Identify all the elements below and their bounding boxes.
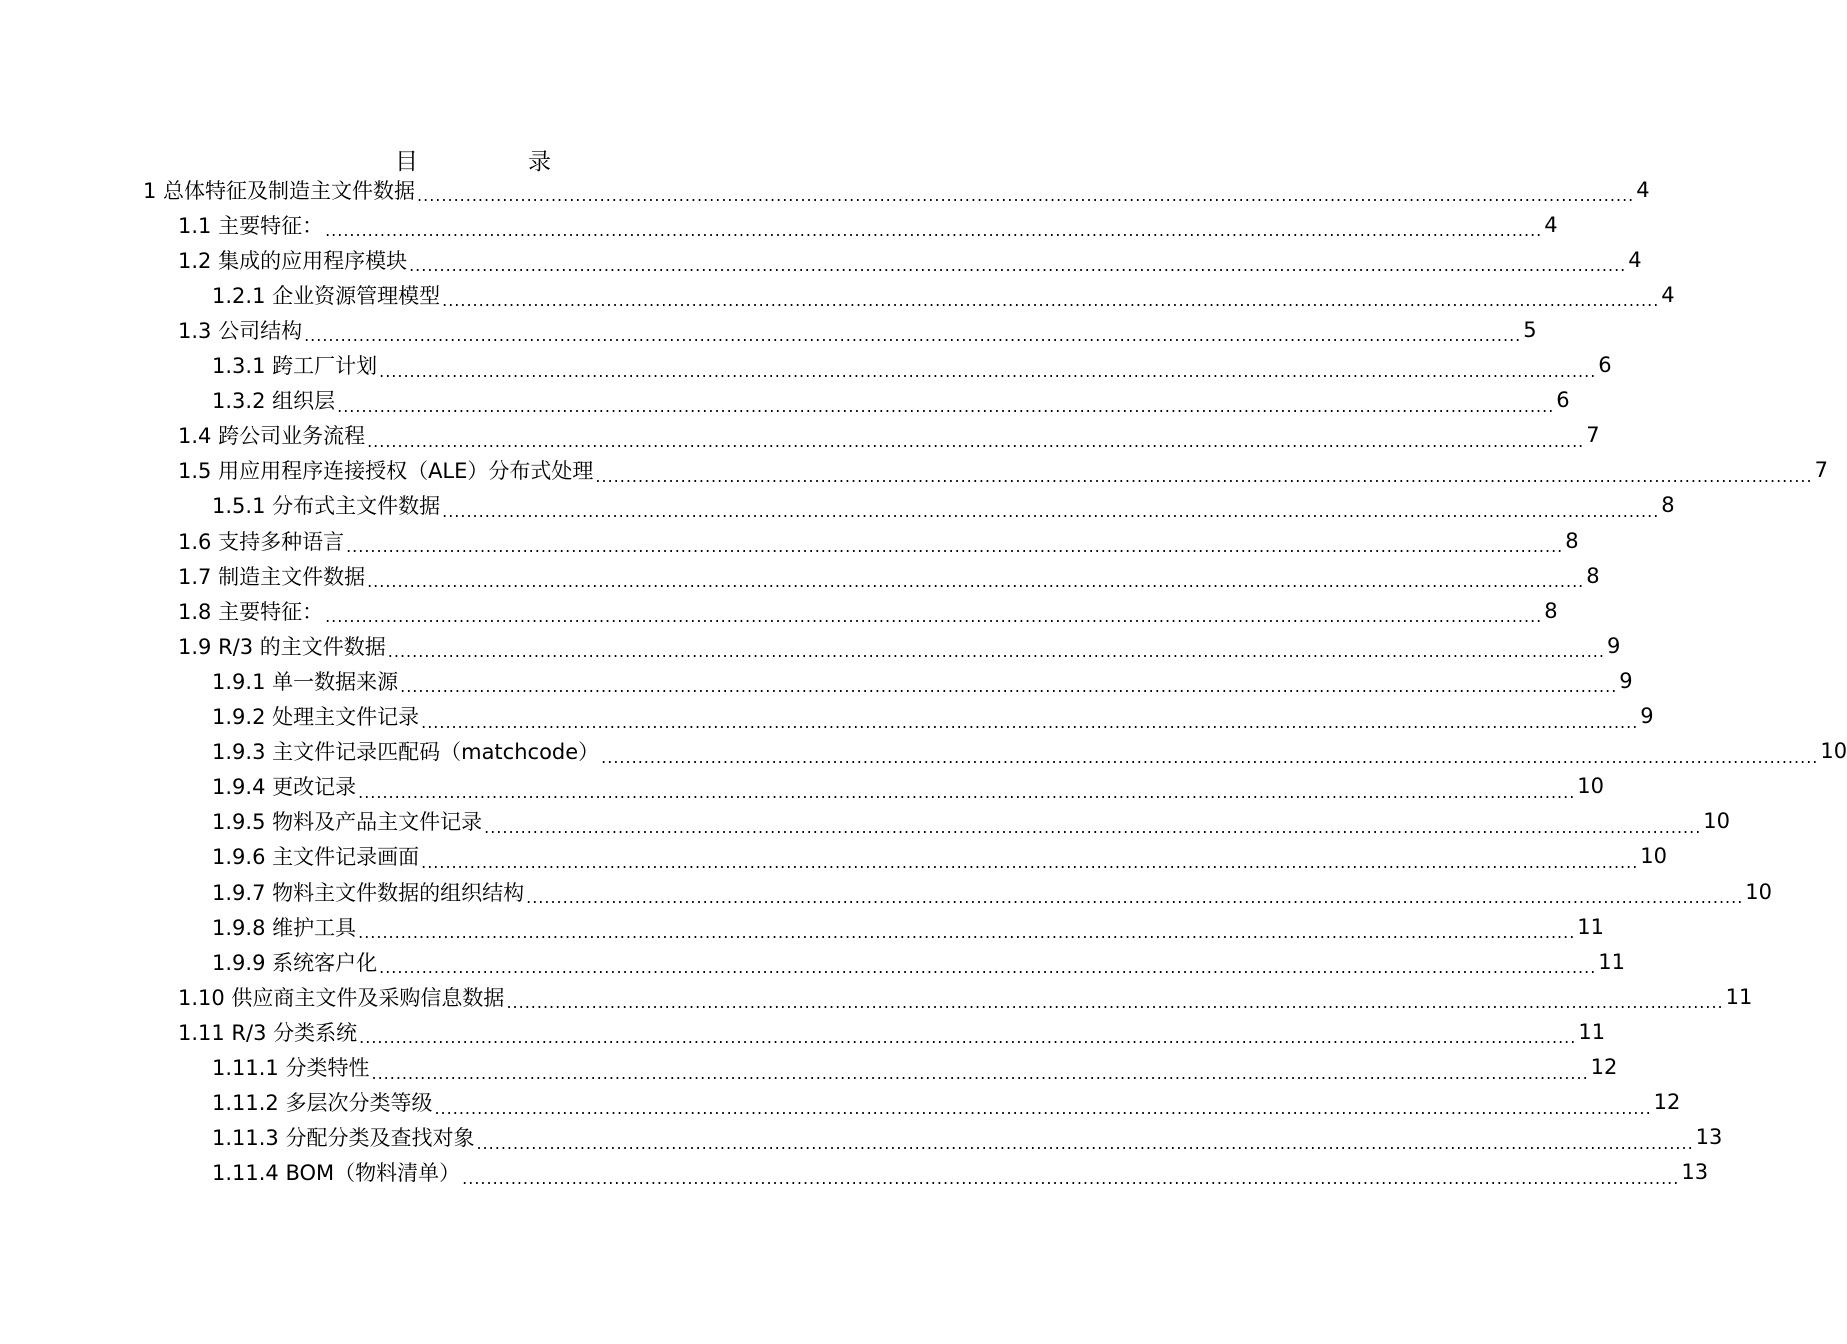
toc-entry-title: 1 总体特征及制造主文件数据 <box>143 178 416 203</box>
toc-entry-page: 4 <box>1628 247 1642 272</box>
toc-entry-page: 11 <box>1598 949 1626 974</box>
toc-entry-title: 1.9.1 单一数据来源 <box>212 669 399 694</box>
toc-entry-page: 6 <box>1598 353 1612 377</box>
toc-dot-leader: ........................................................................................................................................................................................................ <box>359 1028 1577 1048</box>
toc-entry-title: 1.9.4 更改记录 <box>212 775 357 800</box>
toc-entry-page: 6 <box>1556 388 1570 413</box>
toc-entry-page: 10 <box>1820 739 1847 764</box>
toc-entry-title: 1.5.1 分布式主文件数据 <box>212 494 441 519</box>
toc-dot-leader: ........................................................................................................................................................................................................ <box>325 221 1543 241</box>
toc-entry[interactable] <box>212 769 1605 804</box>
toc-entry-page: 11 <box>1578 1019 1606 1044</box>
toc-entry-title: 1.9 R/3 的主文件数据 <box>178 634 386 659</box>
toc-entry[interactable] <box>212 1155 1709 1190</box>
toc-entry-title: 1.9.7 物料主文件数据的组织结构 <box>212 880 525 905</box>
toc-entry[interactable] <box>212 348 1612 383</box>
toc-entry-page: 7 <box>1814 458 1828 483</box>
toc-entry-page: 5 <box>1523 317 1537 342</box>
toc-dot-leader: ........................................................................................................................................................................................................ <box>442 501 1660 521</box>
toc-entry[interactable] <box>212 1085 1681 1120</box>
toc-entry-page: 8 <box>1586 563 1600 588</box>
toc-dot-leader: ........................................................................................................................................................................................................ <box>462 1168 1680 1188</box>
toc-entry-page: 10 <box>1703 809 1731 834</box>
toc-entry-title: 1.9.9 系统客户化 <box>212 950 378 975</box>
toc-entry[interactable] <box>178 453 1828 488</box>
toc-dot-leader: ........................................................................................................................................................................................................ <box>358 782 1576 802</box>
toc-entry[interactable] <box>178 979 1753 1014</box>
toc-entry[interactable] <box>212 734 1847 769</box>
toc-entry-title: 1.1 主要特征： <box>178 213 324 238</box>
toc-entry[interactable] <box>212 699 1654 734</box>
toc-entry-page: 4 <box>1544 212 1558 237</box>
toc-dot-leader: ........................................................................................................................................................................................................ <box>526 888 1744 907</box>
toc-entry-page: 11 <box>1725 984 1753 1009</box>
toc-entry[interactable] <box>212 383 1570 418</box>
toc-entry[interactable] <box>212 1050 1618 1085</box>
toc-dot-leader: ........................................................................................................................................................................................................ <box>379 361 1597 381</box>
toc-entry-page: 10 <box>1745 879 1773 904</box>
toc-entry-page: 13 <box>1681 1160 1709 1185</box>
toc-entry-page: 11 <box>1577 914 1605 939</box>
toc-dot-leader: ........................................................................................................................................................................................................ <box>506 993 1724 1013</box>
toc-entry[interactable] <box>178 207 1558 242</box>
toc-entry-page: 13 <box>1695 1125 1723 1150</box>
toc-dot-leader: ........................................................................................................................................................................................................ <box>367 431 1585 451</box>
toc-dot-leader: ........................................................................................................................................................................................................ <box>367 572 1585 592</box>
toc-dot-leader: ........................................................................................................................................................................................................ <box>304 326 1522 346</box>
toc-entry[interactable] <box>212 663 1633 698</box>
toc-entry[interactable] <box>212 944 1626 979</box>
toc-entry[interactable] <box>178 558 1600 593</box>
toc-entry-page: 12 <box>1653 1090 1681 1115</box>
toc-entry[interactable] <box>212 1120 1723 1155</box>
toc-entry-page: 4 <box>1636 177 1650 202</box>
toc-entry-title: 1.11.3 分配分类及查找对象 <box>212 1126 475 1151</box>
toc-dot-leader: ........................................................................................................................................................................................................ <box>409 256 1627 276</box>
toc-entry-page: 10 <box>1577 774 1605 799</box>
toc-entry-title: 1.11.4 BOM（物料清单） <box>212 1161 461 1186</box>
toc-entry-title: 1.3.1 跨工厂计划 <box>212 354 378 378</box>
toc-entry-page: 9 <box>1640 704 1654 728</box>
toc-entry-title: 1.3 公司结构 <box>178 318 303 343</box>
toc-entry-page: 7 <box>1586 423 1600 448</box>
toc-dot-leader: ........................................................................................................................................................................................................ <box>400 677 1618 697</box>
toc-entry[interactable] <box>212 874 1773 909</box>
toc-entry-title: 1.9.5 物料及产品主文件记录 <box>212 810 483 835</box>
toc-entry-page: 8 <box>1565 528 1579 553</box>
toc-entry-title: 1.11 R/3 分类系统 <box>178 1020 358 1045</box>
toc-entry[interactable] <box>178 593 1558 628</box>
toc-entry[interactable] <box>178 312 1537 347</box>
toc-dot-leader: ........................................................................................................................................................................................................ <box>337 396 1555 416</box>
toc-dot-leader: ........................................................................................................................................................................................................ <box>379 958 1597 978</box>
toc-dot-leader: ........................................................................................................................................................................................................ <box>421 712 1639 732</box>
toc-title-left: 目 <box>395 149 422 175</box>
toc-dot-leader: ........................................................................................................................................................................................................ <box>434 1098 1652 1118</box>
toc-dot-leader: ........................................................................................................................................................................................................ <box>421 852 1639 872</box>
toc-dot-leader: ........................................................................................................................................................................................................ <box>595 466 1813 486</box>
toc-entry[interactable] <box>178 523 1579 558</box>
toc-entry-page: 8 <box>1544 598 1558 623</box>
toc-entry-title: 1.8 主要特征： <box>178 599 324 624</box>
toc-entry-title: 1.11.1 分类特性 <box>212 1056 370 1080</box>
toc-entry-title: 1.9.6 主文件记录画面 <box>212 845 420 870</box>
toc-entry[interactable] <box>178 242 1642 277</box>
toc-dot-leader: ........................................................................................................................................................................................................ <box>601 747 1819 767</box>
toc-dot-leader: ........................................................................................................................................................................................................ <box>484 817 1702 837</box>
toc-dot-leader: ........................................................................................................................................................................................................ <box>358 923 1576 943</box>
toc-entry-title: 1.5 用应用程序连接授权（ALE）分布式处理 <box>178 459 594 484</box>
toc-entry-page: 10 <box>1640 844 1668 869</box>
toc-title-right: 录 <box>528 149 555 175</box>
toc-entry[interactable] <box>143 172 1650 207</box>
toc-entry-title: 1.2.1 企业资源管理模型 <box>212 283 441 308</box>
toc-entry[interactable] <box>212 277 1675 312</box>
toc-entry-title: 1.9.3 主文件记录匹配码（matchcode） <box>212 740 600 765</box>
toc-entry-page: 12 <box>1590 1055 1618 1079</box>
toc-dot-leader: ........................................................................................................................................................................................................ <box>417 186 1635 205</box>
toc-entry[interactable] <box>178 1014 1606 1049</box>
toc-dot-leader: ........................................................................................................................................................................................................ <box>476 1133 1694 1153</box>
toc-dot-leader: ........................................................................................................................................................................................................ <box>371 1063 1589 1083</box>
toc-entry-title: 1.9.2 处理主文件记录 <box>212 705 420 729</box>
toc-entry[interactable] <box>178 628 1621 663</box>
toc-dot-leader: ........................................................................................................................................................................................................ <box>387 642 1605 662</box>
toc-entry[interactable] <box>212 839 1668 874</box>
toc-entry-title: 1.3.2 组织层 <box>212 389 336 414</box>
toc-entry-title: 1.7 制造主文件数据 <box>178 564 366 589</box>
toc-entry-title: 1.11.2 多层次分类等级 <box>212 1091 433 1116</box>
toc-entry[interactable] <box>212 488 1675 523</box>
toc-entry-title: 1.2 集成的应用程序模块 <box>178 248 408 273</box>
toc-dot-leader: ........................................................................................................................................................................................................ <box>325 607 1543 627</box>
toc-entry[interactable] <box>178 418 1600 453</box>
toc-dot-leader: ........................................................................................................................................................................................................ <box>346 537 1564 556</box>
toc-entry-page: 4 <box>1661 282 1675 307</box>
toc-entry-page: 9 <box>1619 668 1633 693</box>
toc-entry-title: 1.6 支持多种语言 <box>178 529 345 554</box>
toc-entry-title: 1.10 供应商主文件及采购信息数据 <box>178 985 505 1010</box>
toc-entry-title: 1.4 跨公司业务流程 <box>178 424 366 449</box>
toc-entry-page: 9 <box>1606 633 1621 658</box>
toc-dot-leader: ........................................................................................................................................................................................................ <box>442 291 1660 311</box>
toc-entry[interactable] <box>212 909 1605 944</box>
toc-entry[interactable] <box>212 804 1731 839</box>
toc-entry-page: 8 <box>1661 493 1675 518</box>
toc-entry-title: 1.9.8 维护工具 <box>212 915 357 940</box>
